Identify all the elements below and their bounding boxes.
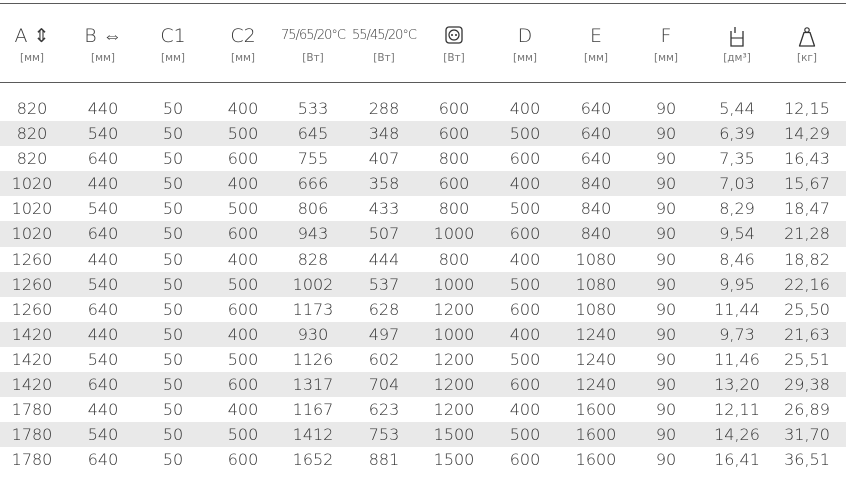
table-row	[0, 121, 846, 146]
table-cell: 1317	[292, 375, 334, 395]
table-cell: 90	[655, 324, 677, 344]
table-cell: 820	[16, 124, 48, 144]
table-cell: 540	[87, 199, 119, 219]
table-cell: 755	[297, 149, 329, 169]
table-cell: 600	[227, 149, 259, 169]
column-header-label: C1	[160, 25, 186, 47]
table-cell: 602	[368, 349, 400, 369]
table-cell: 1420	[11, 324, 53, 344]
table-row	[0, 196, 846, 221]
table-cell: 540	[87, 274, 119, 294]
table-cell: 500	[227, 199, 259, 219]
column-header-label: A ⇕	[14, 25, 50, 47]
column-header-label: B ⇔	[84, 25, 122, 47]
column-header	[772, 22, 842, 65]
weight-icon	[772, 22, 842, 50]
table-cell: 50	[162, 274, 184, 294]
table-cell: 540	[87, 425, 119, 445]
table-row	[0, 297, 846, 322]
table-cell: 1260	[11, 274, 53, 294]
table-cell: 50	[162, 249, 184, 269]
table-row	[0, 221, 846, 246]
column-header	[561, 22, 631, 65]
table-cell: 1000	[433, 274, 475, 294]
table-cell: 50	[162, 349, 184, 369]
column-unit: [Вт]	[302, 52, 324, 64]
table-cell: 800	[438, 249, 470, 269]
table-cell: 600	[227, 224, 259, 244]
table-cell: 90	[655, 400, 677, 420]
table-cell: 828	[297, 249, 329, 269]
table-cell: 50	[162, 425, 184, 445]
table-row	[0, 372, 846, 397]
table-cell: 1780	[11, 425, 53, 445]
table-cell: 600	[509, 224, 541, 244]
table-cell: 1200	[433, 375, 475, 395]
table-cell: 348	[368, 124, 400, 144]
table-cell: 1020	[11, 174, 53, 194]
table-cell: 50	[162, 299, 184, 319]
table-row	[0, 422, 846, 447]
table-cell: 9,54	[719, 224, 755, 244]
column-unit: [мм]	[512, 52, 538, 64]
table-cell: 90	[655, 174, 677, 194]
table-cell: 497	[368, 324, 400, 344]
table-cell: 1420	[11, 375, 53, 395]
table-cell: 18,47	[784, 199, 830, 219]
table-row	[0, 347, 846, 372]
table-cell: 50	[162, 400, 184, 420]
table-cell: 1780	[11, 400, 53, 420]
table-cell: 628	[368, 299, 400, 319]
table-cell: 90	[655, 249, 677, 269]
table-row	[0, 247, 846, 272]
table-cell: 500	[227, 274, 259, 294]
table-cell: 16,41	[714, 450, 760, 470]
table-cell: 444	[368, 249, 400, 269]
table-cell: 5,44	[719, 99, 755, 118]
table-cell: 90	[655, 450, 677, 470]
table-row	[0, 171, 846, 196]
table-cell: 640	[580, 99, 612, 118]
table-cell: 600	[509, 299, 541, 319]
table-cell: 1500	[433, 450, 475, 470]
column-header-label: 75/65/20°C	[281, 28, 345, 43]
table-cell: 840	[580, 224, 612, 244]
table-cell: 8,46	[719, 249, 755, 269]
table-cell: 407	[368, 149, 400, 169]
column-header	[0, 22, 67, 65]
table-cell: 440	[87, 324, 119, 344]
table-cell: 90	[655, 349, 677, 369]
table-cell: 400	[509, 249, 541, 269]
table-cell: 704	[368, 375, 400, 395]
table-cell: 26,89	[784, 400, 830, 420]
socket-icon	[419, 22, 489, 50]
table-cell: 400	[509, 400, 541, 420]
table-cell: 1420	[11, 349, 53, 369]
column-unit: [мм]	[583, 52, 609, 64]
table-cell: 1167	[292, 400, 334, 420]
table-cell: 500	[509, 124, 541, 144]
column-unit: [мм]	[230, 52, 256, 64]
table-cell: 50	[162, 199, 184, 219]
column-unit: [дм³]	[723, 52, 751, 64]
table-cell: 16,43	[784, 149, 830, 169]
table-cell: 50	[162, 324, 184, 344]
table-cell: 400	[509, 99, 541, 118]
table-cell: 800	[438, 149, 470, 169]
table-cell: 400	[227, 400, 259, 420]
table-cell: 500	[509, 425, 541, 445]
table-cell: 21,28	[784, 224, 830, 244]
table-cell: 400	[227, 99, 259, 118]
table-cell: 1000	[433, 324, 475, 344]
table-cell: 14,29	[784, 124, 830, 144]
table-cell: 806	[297, 199, 329, 219]
table-cell: 11,44	[714, 299, 760, 319]
table-cell: 930	[297, 324, 329, 344]
table-cell: 1600	[575, 425, 617, 445]
table-cell: 500	[509, 274, 541, 294]
table-cell: 90	[655, 99, 677, 118]
table-cell: 1126	[292, 349, 334, 369]
table-cell: 1173	[292, 299, 334, 319]
table-cell: 7,03	[719, 174, 755, 194]
table-cell: 540	[87, 349, 119, 369]
table-cell: 666	[297, 174, 329, 194]
column-header-label: 55/45/20°C	[352, 28, 416, 43]
table-cell: 50	[162, 174, 184, 194]
column-header	[278, 22, 348, 65]
table-cell: 600	[227, 450, 259, 470]
table-cell: 400	[227, 174, 259, 194]
table-cell: 440	[87, 249, 119, 269]
table-row	[0, 146, 846, 171]
table-cell: 400	[227, 324, 259, 344]
table-cell: 31,70	[784, 425, 830, 445]
column-header	[208, 22, 278, 65]
table-cell: 500	[227, 425, 259, 445]
table-cell: 500	[227, 124, 259, 144]
table-cell: 600	[227, 375, 259, 395]
table-cell: 90	[655, 299, 677, 319]
table-row	[0, 96, 846, 121]
column-unit: [мм]	[160, 52, 186, 64]
column-header	[419, 22, 489, 65]
table-cell: 820	[16, 149, 48, 169]
table-cell: 22,16	[784, 274, 830, 294]
header-rule	[0, 82, 846, 83]
column-unit: [мм]	[653, 52, 679, 64]
table-cell: 90	[655, 124, 677, 144]
table-cell: 500	[227, 349, 259, 369]
table-cell: 1780	[11, 450, 53, 470]
table-cell: 881	[368, 450, 400, 470]
column-header-label: C2	[230, 25, 256, 47]
table-cell: 1080	[575, 299, 617, 319]
table-cell: 1500	[433, 425, 475, 445]
table-cell: 1080	[575, 249, 617, 269]
table-cell: 537	[368, 274, 400, 294]
top-rule	[0, 3, 846, 4]
table-row	[0, 447, 846, 472]
table-cell: 600	[509, 450, 541, 470]
table-cell: 440	[87, 400, 119, 420]
table-cell: 400	[509, 174, 541, 194]
table-cell: 600	[509, 375, 541, 395]
table-cell: 640	[87, 299, 119, 319]
table-cell: 1240	[575, 375, 617, 395]
table-cell: 840	[580, 174, 612, 194]
table-cell: 90	[655, 149, 677, 169]
table-cell: 1260	[11, 299, 53, 319]
column-header	[138, 22, 208, 65]
table-cell: 8,29	[719, 199, 755, 219]
table-cell: 9,73	[719, 324, 755, 344]
table-cell: 90	[655, 224, 677, 244]
table-cell: 753	[368, 425, 400, 445]
table-cell: 25,51	[784, 349, 830, 369]
column-header-label: F	[660, 25, 672, 47]
table-cell: 1080	[575, 274, 617, 294]
table-cell: 400	[227, 249, 259, 269]
table-cell: 1240	[575, 324, 617, 344]
table-cell: 14,26	[714, 425, 760, 445]
column-unit: [Вт]	[373, 52, 395, 64]
table-cell: 1652	[292, 450, 334, 470]
column-header	[631, 22, 701, 65]
column-unit: [мм]	[19, 52, 45, 64]
table-cell: 7,35	[719, 149, 755, 169]
table-cell: 820	[16, 99, 48, 118]
table-cell: 50	[162, 99, 184, 118]
table-cell: 21,63	[784, 324, 830, 344]
table-cell: 358	[368, 174, 400, 194]
table-cell: 50	[162, 450, 184, 470]
table-cell: 90	[655, 199, 677, 219]
table-cell: 433	[368, 199, 400, 219]
table-cell: 600	[438, 99, 470, 118]
table-cell: 13,20	[714, 375, 760, 395]
table-cell: 640	[87, 450, 119, 470]
table-cell: 29,38	[784, 375, 830, 395]
table-cell: 12,11	[714, 400, 760, 420]
table-row	[0, 397, 846, 422]
table-body	[0, 96, 846, 472]
table-cell: 800	[438, 199, 470, 219]
column-header-label: D	[517, 25, 533, 47]
table-cell: 533	[297, 99, 329, 118]
table-cell: 1000	[433, 224, 475, 244]
water-volume-icon	[702, 22, 772, 50]
table-row	[0, 272, 846, 297]
table-cell: 540	[87, 124, 119, 144]
table-cell: 90	[655, 274, 677, 294]
table-cell: 600	[438, 124, 470, 144]
table-cell: 18,82	[784, 249, 830, 269]
table-cell: 11,46	[714, 349, 760, 369]
table-cell: 1020	[11, 199, 53, 219]
table-cell: 6,39	[719, 124, 755, 144]
table-cell: 840	[580, 199, 612, 219]
table-cell: 600	[509, 149, 541, 169]
table-cell: 25,50	[784, 299, 830, 319]
column-unit: [Вт]	[443, 52, 465, 64]
table-cell: 1200	[433, 400, 475, 420]
table-cell: 1020	[11, 224, 53, 244]
table-cell: 1600	[575, 450, 617, 470]
table-cell: 12,15	[784, 99, 830, 118]
table-cell: 50	[162, 124, 184, 144]
column-header	[68, 22, 138, 65]
table-cell: 640	[580, 124, 612, 144]
table-cell: 1200	[433, 349, 475, 369]
table-cell: 36,51	[784, 450, 830, 470]
table-cell: 640	[580, 149, 612, 169]
table-cell: 400	[509, 324, 541, 344]
table-cell: 507	[368, 224, 400, 244]
table-cell: 90	[655, 375, 677, 395]
table-cell: 640	[87, 375, 119, 395]
table-cell: 1002	[292, 274, 334, 294]
table-cell: 640	[87, 149, 119, 169]
column-header	[349, 22, 419, 65]
table-cell: 288	[368, 99, 400, 118]
table-cell: 1260	[11, 249, 53, 269]
table-cell: 50	[162, 224, 184, 244]
table-cell: 623	[368, 400, 400, 420]
column-header-label: E	[589, 25, 602, 47]
column-unit: [кг]	[796, 52, 818, 64]
table-cell: 1412	[292, 425, 334, 445]
table-cell: 1600	[575, 400, 617, 420]
table-cell: 90	[655, 425, 677, 445]
table-cell: 50	[162, 149, 184, 169]
table-cell: 500	[509, 199, 541, 219]
table-cell: 500	[509, 349, 541, 369]
table-cell: 640	[87, 224, 119, 244]
table-cell: 9,95	[719, 274, 755, 294]
table-row	[0, 322, 846, 347]
table-cell: 1200	[433, 299, 475, 319]
column-header	[490, 22, 560, 65]
table-cell: 600	[438, 174, 470, 194]
table-cell: 600	[227, 299, 259, 319]
table-cell: 1240	[575, 349, 617, 369]
table-cell: 50	[162, 375, 184, 395]
table-cell: 440	[87, 99, 119, 118]
table-cell: 440	[87, 174, 119, 194]
table-cell: 645	[297, 124, 329, 144]
table-cell: 15,67	[784, 174, 830, 194]
column-unit: [мм]	[90, 52, 116, 64]
column-header	[702, 22, 772, 65]
table-cell: 943	[297, 224, 329, 244]
